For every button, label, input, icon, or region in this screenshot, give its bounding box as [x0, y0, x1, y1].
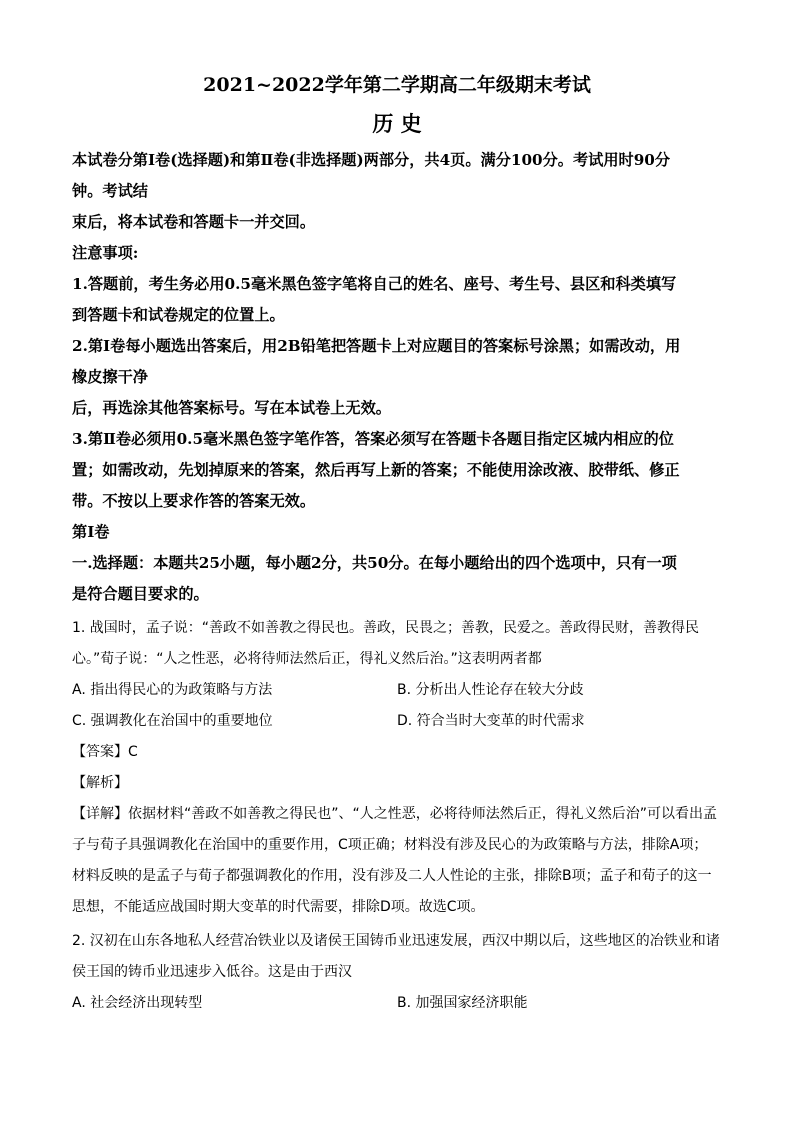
q1-answer: 【答案】C [72, 744, 138, 760]
note-2-line-2: 橡皮擦干净 [72, 368, 148, 386]
q1-detail-line-3: 材料反映的是孟子与荀子都强调教化的作用，没有涉及二人人性论的主张，排除B项；孟子和荀子的这一 [72, 868, 712, 884]
q1-stem-line-2: 心。”荀子说：“人之性恶，必将待师法然后正，得礼义然后治。”这表明两者都 [72, 651, 542, 667]
exam-title: 2021~2022学年第二学期高二年级期末考试 [203, 74, 591, 96]
q1-detail-line-2: 子与荀子具强调教化在治国中的重要作用，C项正确；材料没有涉及民心的为政策略与方法，排除A项； [72, 837, 708, 853]
q1-option-d: D. 符合当时大变革的时代需求 [397, 713, 585, 729]
q1-stem-line-1: 1. 战国时，孟子说：“善政不如善教之得民也。善政，民畏之；善教，民爱之。善政得民财，善教得民 [72, 620, 700, 636]
q2-stem-line-1: 2. 汉初在山东各地私人经营冶铁业以及诸侯王国铸币业迅速发展，西汉中期以后，这些地区的冶铁业和诸 [72, 933, 720, 949]
q1-option-c: C. 强调教化在治国中的重要地位 [72, 713, 273, 729]
intro-line-1: 本试卷分第Ⅰ卷(选择题)和第Ⅱ卷(非选择题)两部分，共4页。满分100分。考试用时90分 [72, 151, 671, 169]
q2-option-b: B. 加强国家经济职能 [397, 995, 528, 1011]
note-3-line-3: 带。不按以上要求作答的答案无效。 [72, 492, 315, 510]
q1-analysis-label: 【解析】 [72, 775, 128, 791]
intro-line-2: 钟。考试结 [72, 182, 148, 200]
section-heading-line-2: 是符合题目要求的。 [72, 585, 209, 603]
q1-detail-line-4: 思想，不能适应战国时期大变革的时代需要，排除D项。故选C项。 [72, 899, 485, 915]
q1-option-b: B. 分析出人性论存在较大分歧 [397, 682, 584, 698]
q2-option-a: A. 社会经济出现转型 [72, 995, 203, 1011]
note-3-line-1: 3.第Ⅱ卷必须用0.5毫米黑色签字笔作答，答案必须写在答题卡各题目指定区城内相应的位 [72, 430, 674, 448]
note-2-line-3: 后，再选涂其他答案标号。写在本试卷上无效。 [72, 399, 391, 417]
notes-heading: 注意事项: [72, 244, 139, 262]
intro-line-3: 束后，将本试卷和答题卡一并交回。 [72, 213, 315, 231]
note-2-line-1: 2.第Ⅰ卷每小题选出答案后，用2B铅笔把答题卡上对应题目的答案标号涂黑；如需改动，用 [72, 337, 681, 355]
q1-option-a: A. 指出得民心的为政策略与方法 [72, 682, 273, 698]
note-1-line-2: 到答题卡和试卷规定的位置上。 [72, 306, 285, 324]
q1-detail-line-1: 【详解】依据材料“善政不如善教之得民也”、“人之性恶，必将待师法然后正，得礼义然后治”可以看出孟 [72, 806, 718, 822]
subject-title: 历 史 [372, 111, 422, 136]
part-1-label: 第Ⅰ卷 [72, 523, 110, 541]
note-1-line-1: 1.答题前，考生务必用0.5毫米黑色签字笔将自己的姓名、座号、考生号、县区和科类填写 [72, 275, 677, 293]
q2-stem-line-2: 侯王国的铸币业迅速步入低谷。这是由于西汉 [72, 964, 352, 980]
note-3-line-2: 置；如需改动，先划掉原来的答案，然后再写上新的答案；不能使用涂改液、胶带纸、修正 [72, 461, 680, 479]
section-heading-line-1: 一.选择题：本题共25小题，每小题2分，共50分。在每小题给出的四个选项中，只有一项 [72, 554, 677, 572]
